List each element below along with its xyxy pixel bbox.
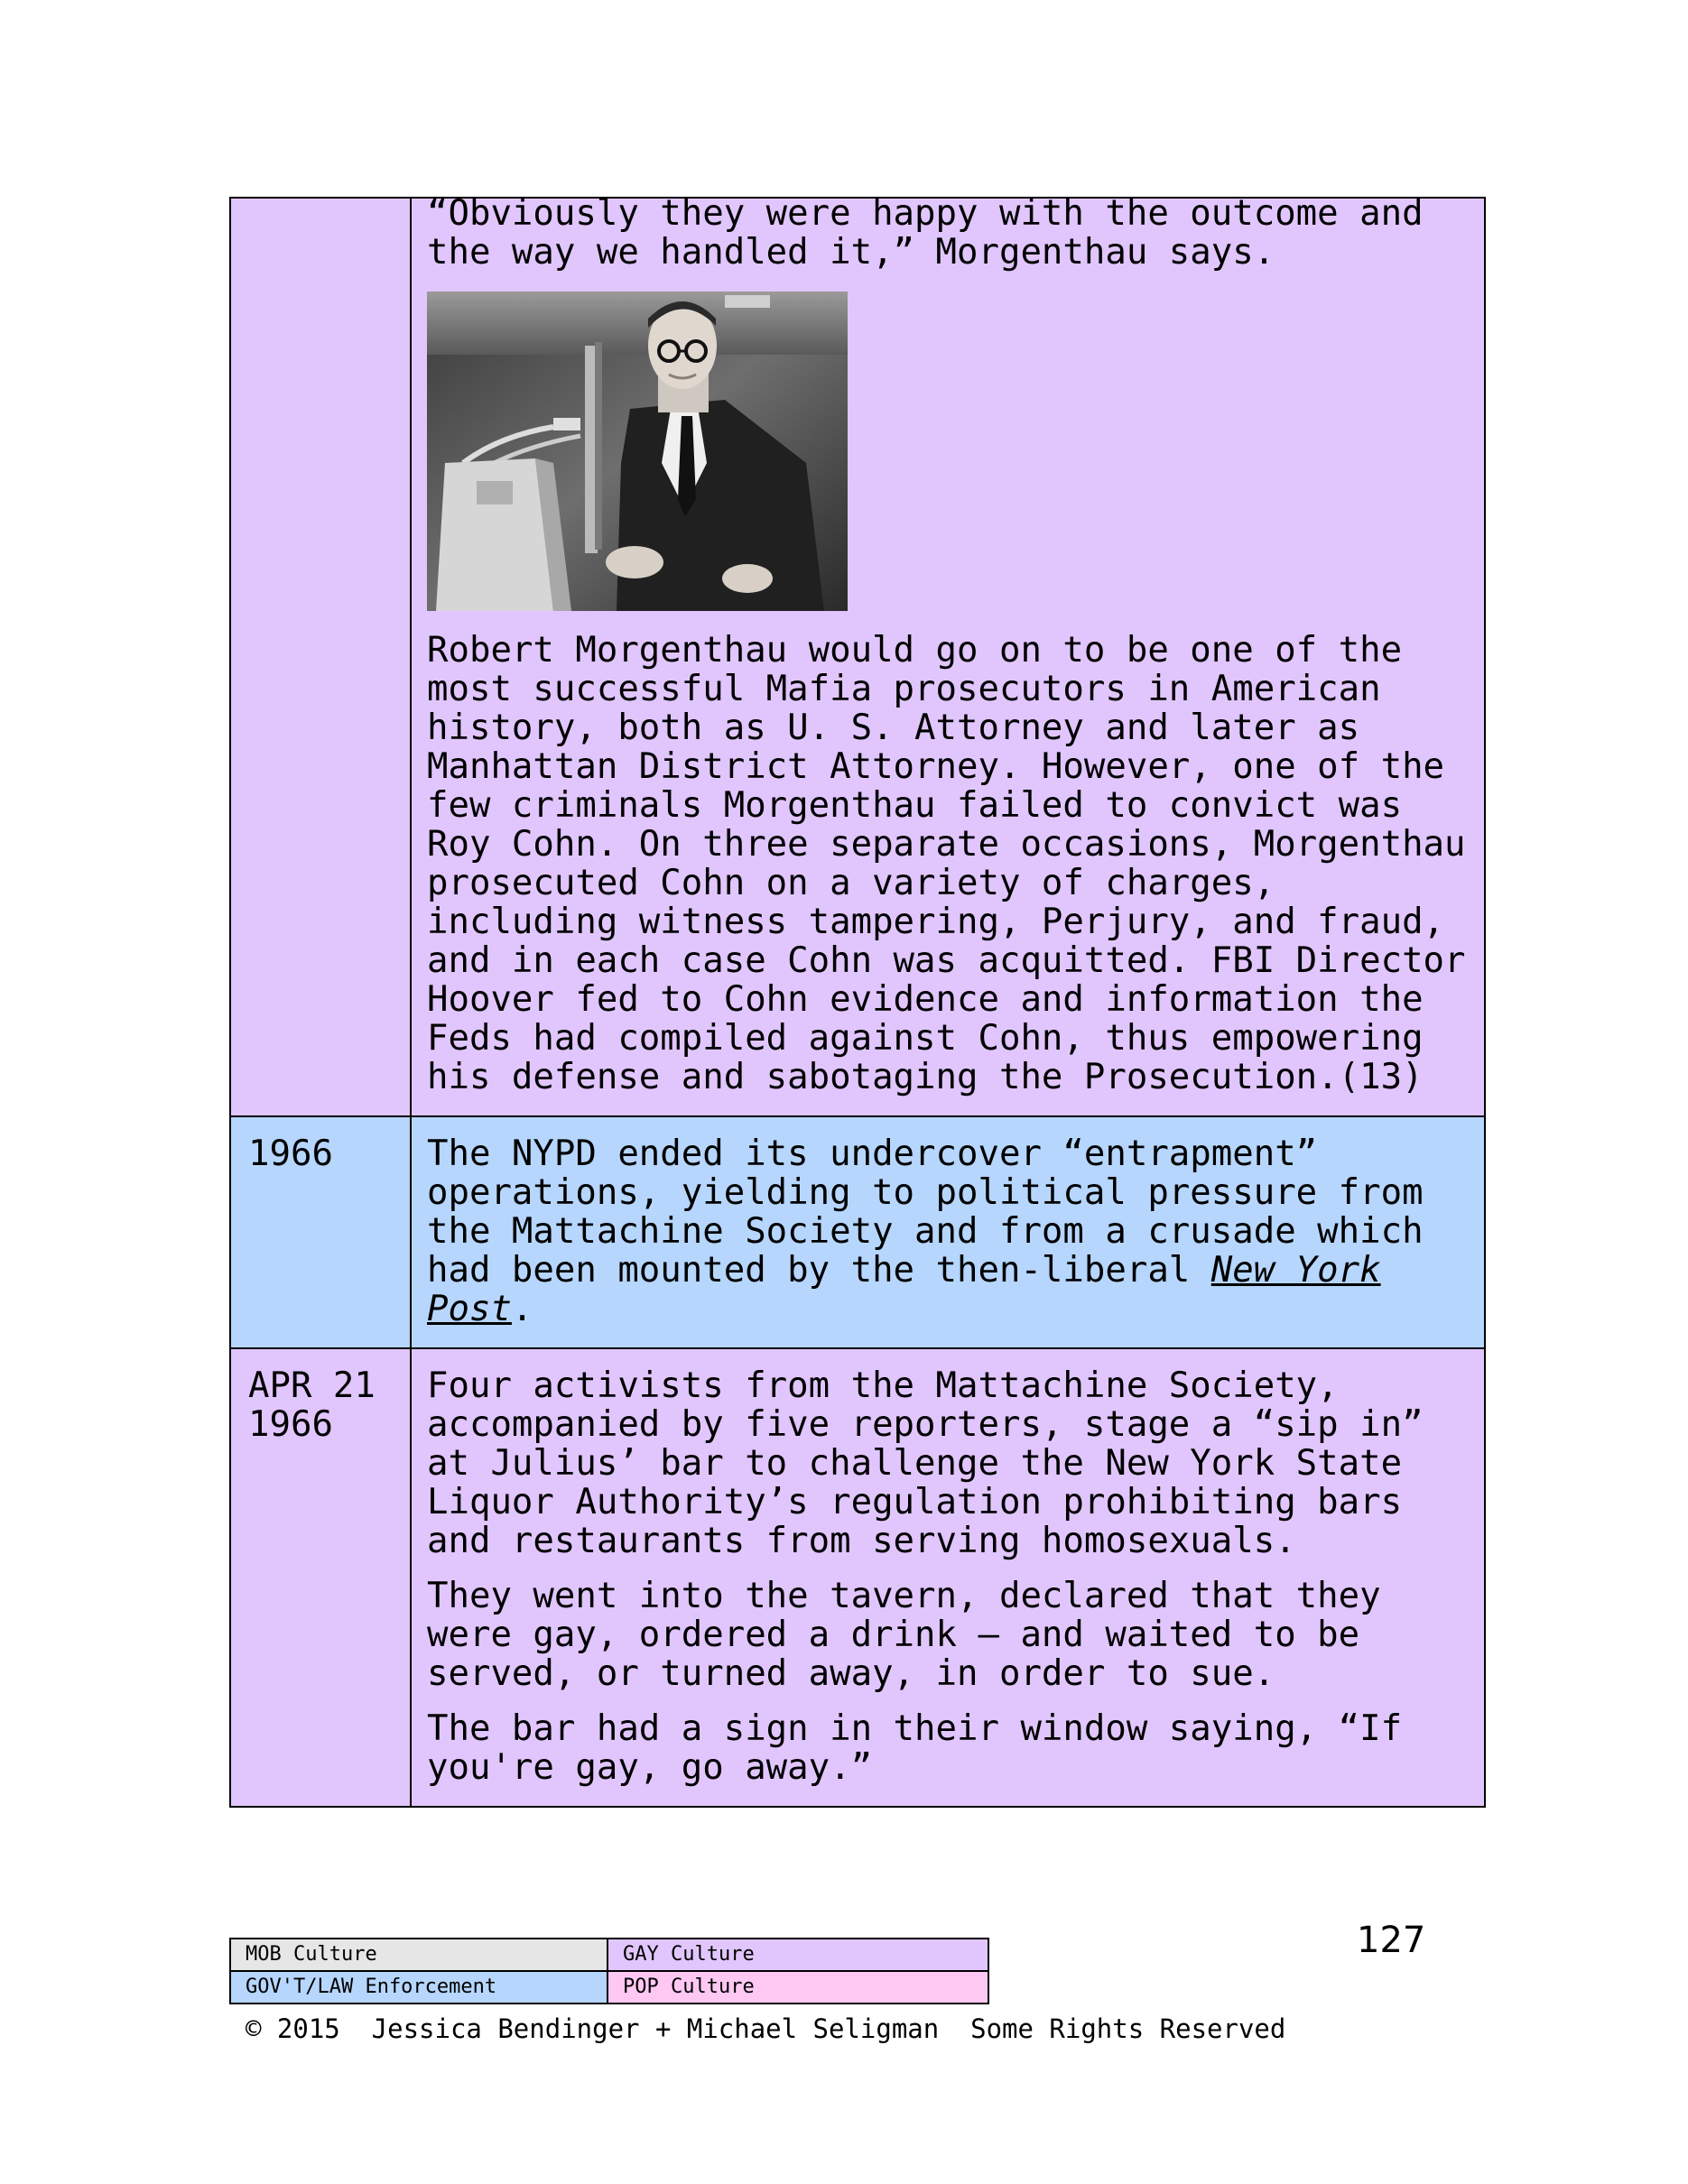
morgenthau-photo — [427, 292, 848, 611]
entry-cell — [411, 1348, 1485, 1807]
nypd-paragraph — [427, 1134, 1470, 1328]
date-cell — [230, 1116, 411, 1348]
legend-pop-culture: POP Culture — [607, 1971, 988, 2004]
nypd-text: The NYPD ended its undercover “entrapment” operations, yielding to political pressure from the Mattachine Society and from a crusade which had been mounted by the then-liberal — [427, 1134, 1424, 1291]
tavern-paragraph: They went into the tavern, declared that they were gay, ordered a drink – and waited to be served, or turned away, in order to sue. — [427, 1576, 1381, 1694]
timeline-table — [229, 193, 1486, 1808]
entry-cell — [411, 193, 1485, 1116]
entry-cell — [411, 1116, 1485, 1348]
row-date: APR 21 1966 — [248, 1365, 376, 1445]
date-cell — [230, 198, 411, 1116]
timeline-row — [230, 198, 1485, 1116]
morgenthau-paragraph: Robert Morgenthau would go on to be one of the most successful Mafia prosecutors in American history, both as U. S. Attorney and later as Manhattan District Attorney. However, one of the few criminals Morgenthau failed to convict was Roy Cohn. On three separate occasions, Morgenthau prosecuted Cohn on a variety of charges, including witness tampering, Perjury, and fraud, and in each case Cohn was acquitted. FBI Director Hoover fed to Cohn evidence and information the Feds had compiled against Cohn, thus empowering his defense and sabotaging the Prosecution.(13) — [427, 630, 1466, 1097]
legend-gov-law: GOV'T/LAW Enforcement — [230, 1971, 607, 2004]
legend-mob-culture: MOB Culture — [230, 1939, 607, 1971]
color-legend — [229, 1938, 989, 2004]
legend-gay-culture: GAY Culture — [607, 1939, 988, 1971]
morgenthau-quote: “Obviously they were happy with the outcome and the way we handled it,” Morgenthau says. — [427, 193, 1424, 273]
row-date — [232, 199, 409, 216]
row-date: 1966 — [248, 1134, 333, 1174]
timeline-row — [230, 1116, 1485, 1348]
copyright-footer: © 2015 Jessica Bendinger + Michael Seligman Some Rights Reserved — [246, 2013, 1286, 2044]
bar-sign-paragraph: The bar had a sign in their window saying, “If you're gay, go away.” — [427, 1708, 1403, 1788]
sip-in-paragraph: Four activists from the Mattachine Society, accompanied by five reporters, stage a “sip in” at Julius’ bar to challenge the New York State Liquor Authority’s regulation prohibiting bars and restaurants from serving homosexuals. — [427, 1365, 1424, 1561]
nypd-text-end: . — [511, 1289, 533, 1329]
new-york-post-title: New York Post — [427, 1250, 1381, 1329]
date-cell — [230, 1348, 411, 1807]
page-number: 127 — [1357, 1920, 1426, 1961]
timeline-row — [230, 1348, 1485, 1807]
